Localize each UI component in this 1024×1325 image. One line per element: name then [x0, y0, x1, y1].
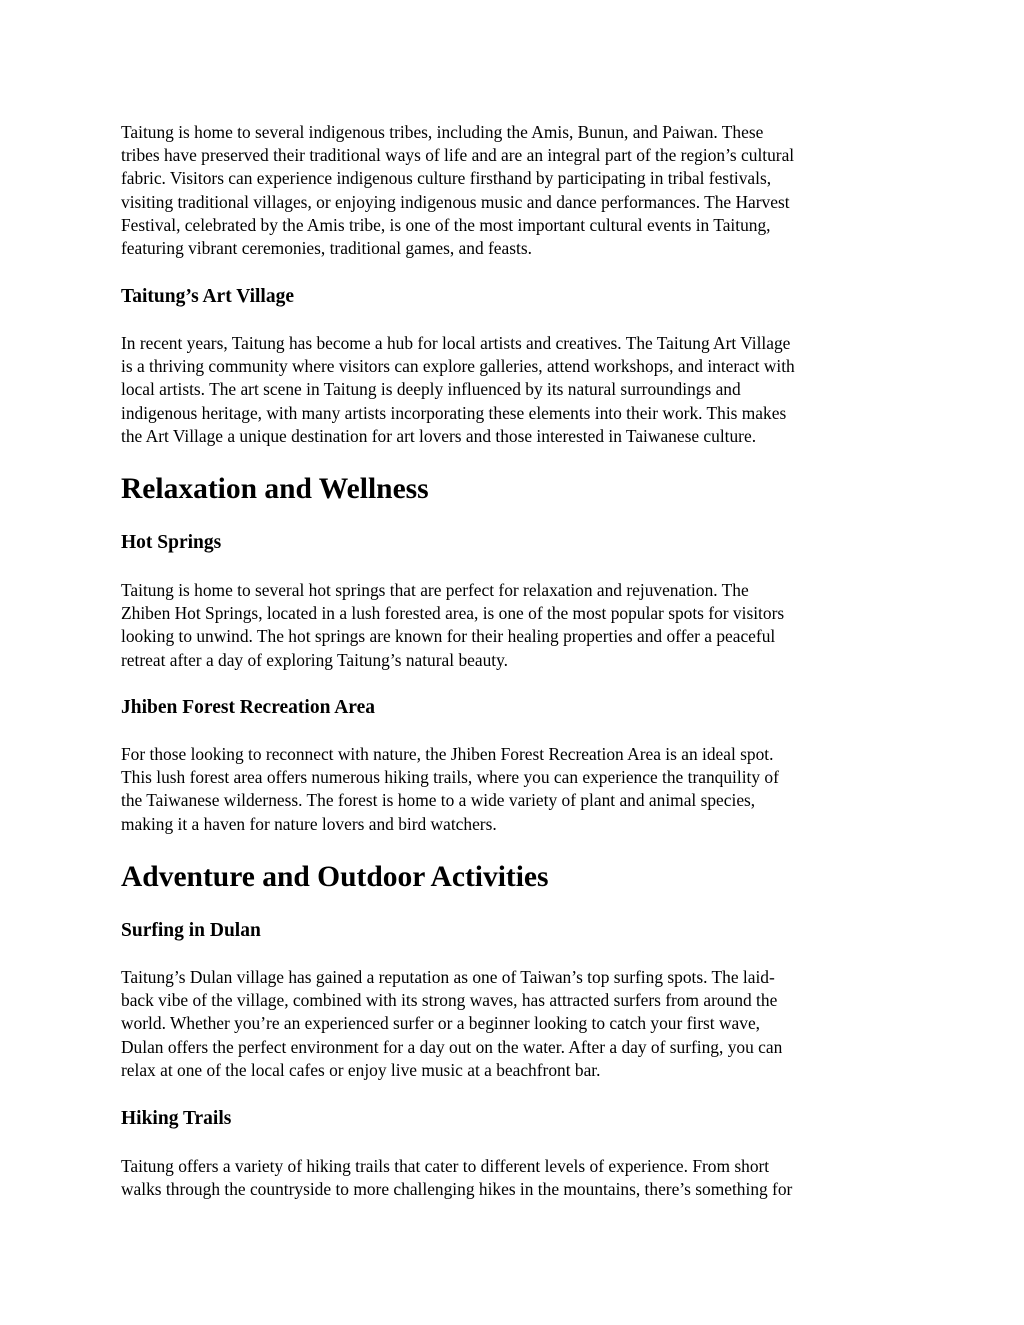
paragraph-hot-springs [121, 579, 784, 672]
text-line: Festival, celebrated by the Amis tribe, is one of the most important cultural events in Taitung, [121, 214, 771, 235]
text-line: Zhiben Hot Springs, located in a lush forested area, is one of the most popular spots for visitors [121, 603, 785, 624]
heading-surfing-dulan: Surfing in Dulan [121, 920, 261, 941]
text-line: indigenous heritage, with many artists incorporating these elements into their work. This makes [121, 402, 787, 423]
text-line: world. Whether you’re an experienced surfer or a beginner looking to catch your first wave, [121, 1013, 761, 1034]
paragraph-art-village [121, 332, 795, 448]
text-line: Taitung is home to several hot springs that are perfect for relaxation and rejuvenation. The [121, 580, 749, 600]
paragraph-surfing-dulan [121, 966, 782, 1082]
text-line: In recent years, Taitung has become a hub for local artists and creatives. The Taitung Art Village [121, 333, 791, 353]
text-line: This lush forest area offers numerous hiking trails, where you can experience the tranquility of [121, 767, 779, 788]
heading-hot-springs: Hot Springs [121, 532, 222, 553]
heading-jhiben-forest: Jhiben Forest Recreation Area [121, 697, 376, 718]
text-line: walks through the countryside to more challenging hikes in the mountains, there’s something for [121, 1179, 793, 1200]
text-line: visiting traditional villages, or enjoying indigenous music and dance performances. The Harvest [121, 191, 790, 212]
text-line: Taitung is home to several indigenous tribes, including the Amis, Bunun, and Paiwan. These [121, 122, 764, 142]
text-line: For those looking to reconnect with nature, the Jhiben Forest Recreation Area is an ideal spot. [121, 744, 774, 764]
text-line: is a thriving community where visitors can explore galleries, attend workshops, and interact with [121, 356, 795, 377]
text-line: the Taiwanese wilderness. The forest is home to a wide variety of plant and animal species, [121, 790, 756, 811]
text-line: back vibe of the village, combined with its strong waves, has attracted surfers from around the [121, 990, 778, 1011]
text-line: retreat after a day of exploring Taitung’s natural beauty. [121, 649, 509, 670]
text-line: the Art Village a unique destination for art lovers and those interested in Taiwanese culture. [121, 425, 757, 446]
text-line: looking to unwind. The hot springs are known for their healing properties and offer a peaceful [121, 626, 776, 647]
heading-hiking-trails: Hiking Trails [121, 1108, 232, 1129]
heading-adventure-outdoor: Adventure and Outdoor Activities [121, 861, 549, 893]
heading-art-village: Taitung’s Art Village [121, 286, 294, 307]
heading-relaxation-wellness: Relaxation and Wellness [121, 473, 429, 505]
text-line: tribes have preserved their traditional ways of life and are an integral part of the region’s cultural [121, 145, 795, 166]
text-line: Dulan offers the perfect environment for a day out on the water. After a day of surfing, you can [121, 1036, 783, 1057]
text-line: making it a haven for nature lovers and bird watchers. [121, 813, 497, 834]
text-line: Taitung’s Dulan village has gained a reputation as one of Taiwan’s top surfing spots. The laid- [121, 967, 775, 987]
text-line: Taitung offers a variety of hiking trails that cater to different levels of experience. From short [121, 1156, 770, 1176]
text-line: featuring vibrant ceremonies, traditional games, and feasts. [121, 238, 532, 259]
text-line: local artists. The art scene in Taitung is deeply influenced by its natural surroundings and [121, 379, 741, 400]
paragraph-hiking-trails [121, 1155, 792, 1201]
text-line: fabric. Visitors can experience indigenous culture firsthand by participating in tribal festivals, [121, 168, 772, 189]
paragraph-indigenous-tribes [121, 121, 794, 260]
text-line: relax at one of the local cafes or enjoy live music at a beachfront bar. [121, 1059, 601, 1080]
paragraph-jhiben-forest [121, 743, 779, 836]
